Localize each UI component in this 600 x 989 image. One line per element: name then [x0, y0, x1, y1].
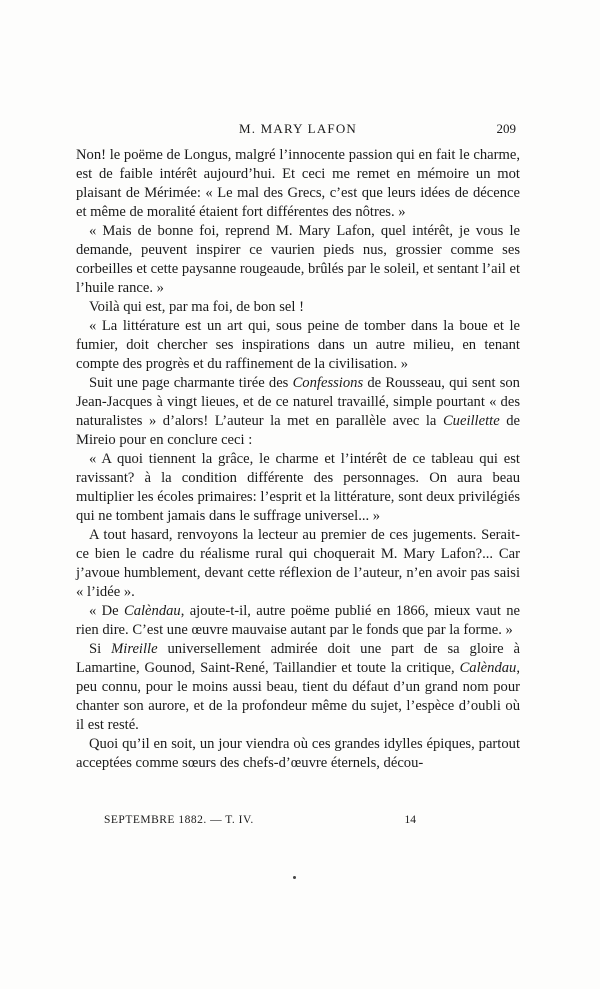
paragraph	[76, 602, 520, 640]
text-run: Non! le poëme de Longus, malgré l’innocente passion qui en fait le charme, est de faible intérêt aujourd’hui. Et ceci me remet en mémoire un mot plaisant de Mérimée: « Le mal des Grecs, c’est que leurs idées de décence et même de moralité étaient fort différentes des nôtres. »	[76, 147, 520, 220]
paragraph	[76, 640, 520, 735]
text-run: de Rousseau, qui sent son Jean-Jacques à vingt lieues, et de ce naturel travaillé, simple pourtant « des naturalistes » d’alors! L’auteur la met en parallèle avec la	[76, 375, 520, 429]
paragraph	[76, 526, 520, 602]
italic-title: Calèndau	[123, 603, 181, 619]
text-run: « La littérature est un art qui, sous peine de tomber dans la boue et le fumier, doit chercher ses inspirations dans un autre milieu, en tenant compte des progrès et du raffinement de la civilisation. »	[76, 318, 520, 372]
text-run: de Mireio pour en conclure ceci :	[76, 413, 520, 448]
text-run: , peu connu, pour le moins aussi beau, tient du défaut d’un grand nom pour chanter son aurore, et de la profondeur même du sujet, l’espèce d’oubli où il est resté.	[76, 660, 520, 733]
text-run: Voilà qui est, par ma foi, de bon sel !	[89, 299, 304, 315]
page-number: 209	[496, 121, 516, 136]
text-run: , ajoute-t-il, autre poëme publié en 1866, mieux vaut ne rien dire. C’est une œuvre mauvaise autant par le fonds que par la forme. »	[76, 603, 520, 638]
text-run: Si	[89, 641, 112, 657]
ink-speck	[293, 876, 296, 879]
signature-number: 14	[404, 814, 416, 826]
paragraph	[76, 146, 520, 222]
body-text	[76, 146, 520, 773]
paragraph	[76, 222, 520, 298]
paragraph	[76, 735, 520, 773]
running-head	[80, 121, 516, 139]
text-run: Quoi qu’il en soit, un jour viendra où ces grandes idylles épiques, partout acceptées comme sœurs des chefs-d’œuvre éternels, décou-	[76, 736, 520, 771]
italic-title: Mireille	[111, 641, 158, 657]
text-run: Suit une page charmante tirée des	[89, 375, 293, 391]
italic-title: Cueillette	[442, 413, 500, 429]
text-run: « A quoi tiennent la grâce, le charme et l’intérêt de ce tableau qui est ravissant? à la condition différente des personnages. On aura beau multiplier les écoles primaires: l’esprit et la littérature, sont deux privilégiés qui ne tombent jamais dans le suffrage universel... »	[76, 451, 520, 524]
paragraph	[76, 374, 520, 450]
text-run: universellement admirée doit une part de sa gloire à Lamartine, Gounod, Saint-René, Taillandier et toute la critique,	[76, 641, 521, 676]
signature-mark: SEPTEMBRE 1882. — T. IV.	[104, 814, 254, 826]
text-run: « De	[89, 603, 124, 619]
paragraph	[76, 317, 520, 374]
italic-title: Calèndau	[459, 660, 517, 676]
paragraph	[76, 298, 520, 317]
running-title: M. MARY LAFON	[238, 121, 358, 136]
paragraph	[76, 450, 520, 526]
page-footer	[104, 814, 416, 830]
italic-title: Confessions	[292, 375, 364, 391]
text-run: « Mais de bonne foi, reprend M. Mary Lafon, quel intérêt, je vous le demande, peuvent inspirer ce vaurien pieds nus, grossier comme ses corbeilles et cette paysanne rougeaude, brûlés par le soleil, et sentant l’ail et l’huile rance. »	[76, 223, 520, 296]
text-run: A tout hasard, renvoyons la lecteur au premier de ces jugements. Serait-ce bien le cadre du réalisme rural qui choquerait M. Mary Lafon?... Car j’avoue humblement, devant cette réflexion de l’auteur, n’en avoir pas saisi « l’idée ».	[76, 527, 520, 600]
